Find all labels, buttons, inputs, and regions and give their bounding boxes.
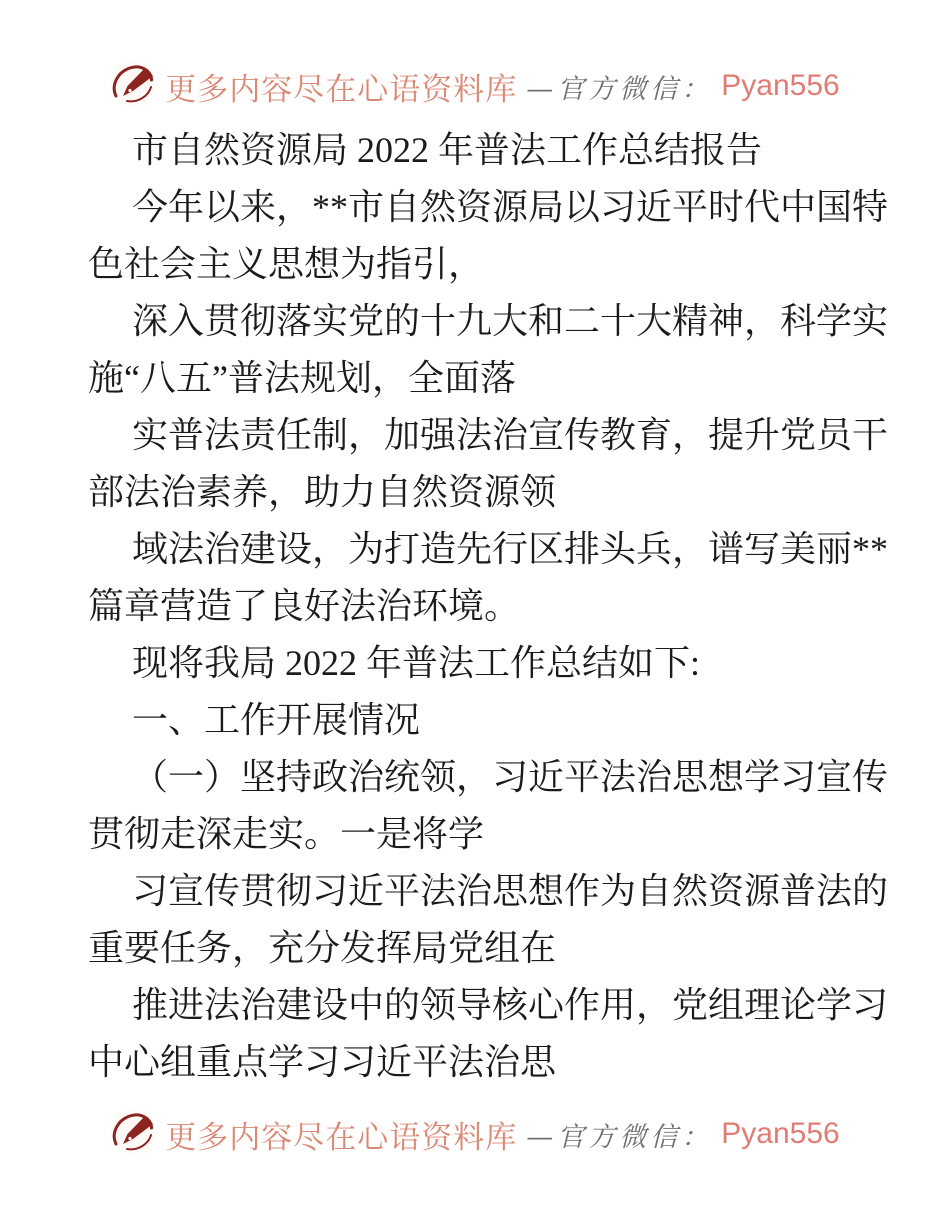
document-line: 中心组重点学习习近平法治思 bbox=[88, 1042, 557, 1082]
document-title: 市自然资源局 2022 年普法工作总结报告 bbox=[132, 130, 763, 170]
document-line: 推进法治建设中的领导核心作用，党组理论学习 bbox=[132, 985, 889, 1025]
document-line: （一）坚持政治统领，习近平法治思想学习宣传 bbox=[132, 757, 889, 797]
document-line: 部法治素养，助力自然资源领 bbox=[88, 472, 557, 512]
document-line: 重要任务，充分发挥局党组在 bbox=[88, 928, 557, 968]
document-line: 域法治建设，为打造先行区排头兵，谱写美丽** bbox=[132, 529, 889, 569]
watermark-wechat-id: Pyan556 bbox=[721, 69, 840, 102]
watermark-wechat-id: Pyan556 bbox=[721, 1117, 840, 1150]
document-line: 贯彻走深走实。一是将学 bbox=[88, 814, 485, 854]
document-line: 实普法责任制，加强法治宣传教育，提升党员干 bbox=[132, 415, 889, 455]
document-line: 现将我局 2022 年普法工作总结如下: bbox=[132, 643, 701, 683]
document-line: 施“八五”普法规划，全面落 bbox=[88, 358, 516, 398]
watermark-brand-text: 更多内容尽在心语资料库 bbox=[165, 1119, 518, 1155]
pen-logo-icon bbox=[110, 61, 156, 112]
watermark-header bbox=[0, 62, 950, 110]
pen-logo-icon bbox=[110, 1109, 156, 1160]
document-line: 篇章营造了良好法治环境。 bbox=[88, 586, 521, 626]
document-line: 一、工作开展情况 bbox=[132, 700, 421, 740]
document-line: 今年以来，**市自然资源局以习近平时代中国特 bbox=[132, 187, 889, 227]
document-line: 色社会主义思想为指引， bbox=[88, 244, 485, 284]
document-line: 习宣传贯彻习近平法治思想作为自然资源普法的 bbox=[132, 871, 889, 911]
watermark-brand-text: 更多内容尽在心语资料库 bbox=[165, 71, 518, 107]
watermark-wechat-label: —官方微信： bbox=[526, 73, 713, 105]
document-line: 深入贯彻落实党的十九大和二十大精神，科学实 bbox=[132, 301, 889, 341]
document-page bbox=[88, 122, 889, 1091]
watermark-footer bbox=[0, 1110, 950, 1158]
watermark-wechat-label: —官方微信： bbox=[526, 1121, 713, 1153]
